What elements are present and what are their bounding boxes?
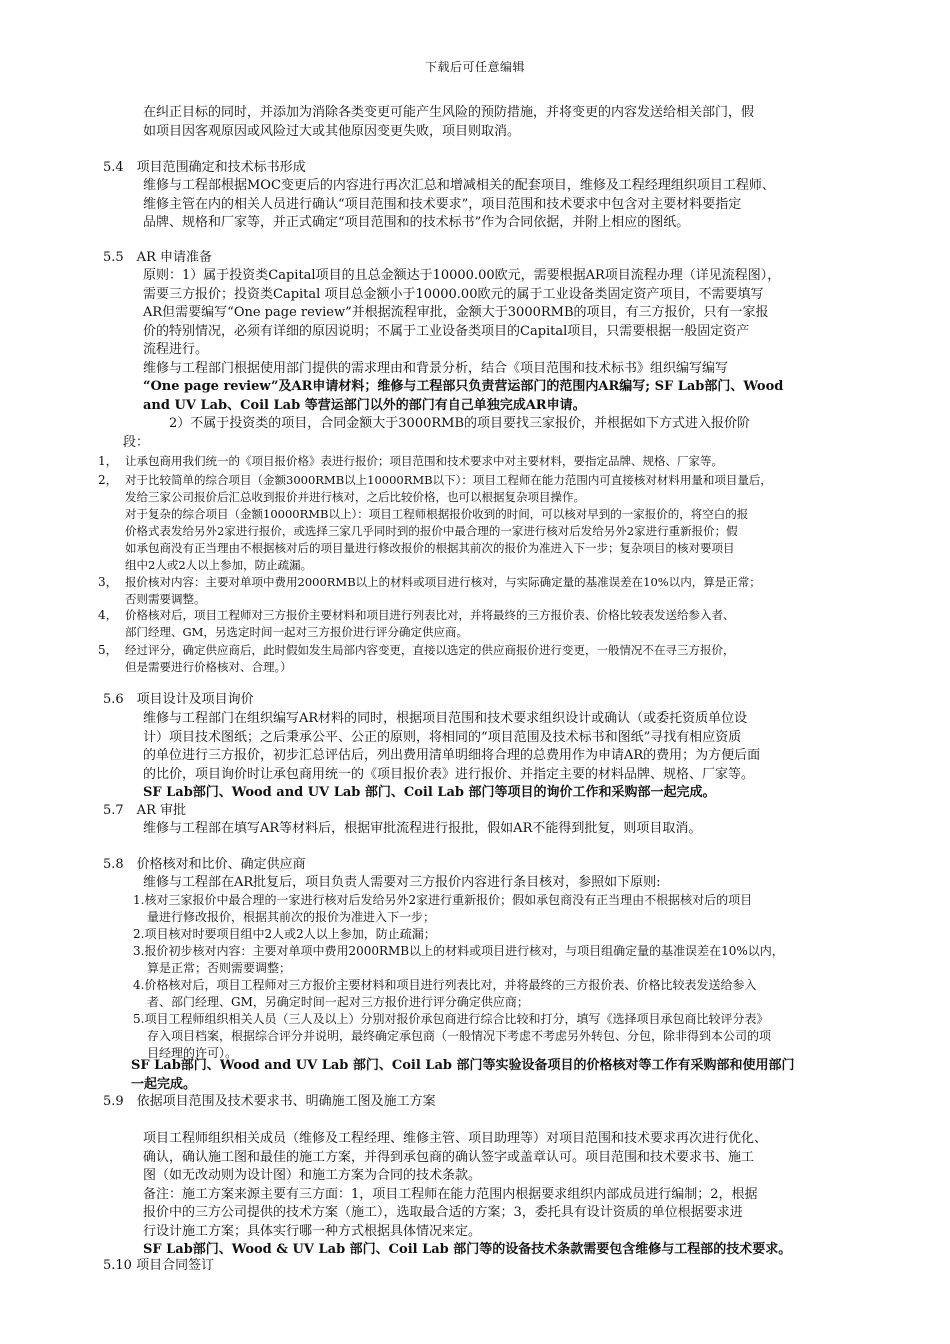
list-item: 2.项目核对时要项目组中2人或2人以上参加，防止疏漏； <box>133 927 436 941</box>
section-5-8-list <box>133 892 784 1062</box>
body-line: 价的特别情况，必须有详细的原因说明；不属于工业设备类项目的Capital项目，只需要根据一般固定资产 <box>143 323 750 339</box>
body-line: 图（如无改动则为设计图）和施工方案为合同的技术条款。 <box>143 1168 482 1183</box>
body-line: 计）项目技术图纸；之后秉承公平、公正的原则，将相同的“项目范围及技术标书和图纸”寻找有相应资质 <box>143 729 742 745</box>
list-item: 价格核对后，项目工程师对三方报价主要材料和项目进行列表比对，并将最终的三方报价表、价格比较表发送给参入者、 部门经理、GM，另选定时间一起对三方报价进行评分确定供应商。 <box>125 608 735 639</box>
list-item: 1.核对三家报价中最合理的一家进行核对后发给另外2家进行重新报价；假如承包商没有正当理由不根据核对后的项目 <box>133 893 753 907</box>
body-line: AR但需要编写“One page review”并根据流程审批，金额大于3000RMB的项目，有三方报价，只有一家报 <box>143 305 769 320</box>
section-5-8-heading: 5.8 价格核对和比价、确定供应商 <box>103 857 306 872</box>
section-5-8-bold-note: SF Lab部门、Wood and UV Lab 部门、Coil Lab 部门等实验设备项目的价格核对等工作有采购部和使用部门 一起完成。 <box>131 1058 795 1092</box>
section-5-8-intro: 维修与工程部在AR批复后，项目负责人需要对三方报价内容进行条目核对，参照如下原则: <box>143 875 661 890</box>
intro-line: 如项目因客观原因或风险过大或其他原因变更失败，项目则取消。 <box>143 123 521 139</box>
section-5-6-heading: 5.6 项目设计及项目询价 <box>103 692 254 707</box>
body-line: and UV Lab、Coil Lab 等营运部门以外的部门有自己单独完成AR申请。 <box>143 397 586 413</box>
section-5-4-heading: 5.4 项目范围确定和技术标书形成 <box>103 160 306 175</box>
section-5-7-heading: 5.7 AR 审批 <box>103 803 186 818</box>
list-item: 者、部门经理、GM，另确定时间一起对三方报价进行评分确定供应商； <box>147 995 529 1009</box>
list-item: 量进行修改报价，根据其前次的报价为准进入下一步； <box>147 910 436 924</box>
section-5-9-body <box>143 1130 791 1260</box>
body-line: 报价中的三方公司提供的技术方案（施工），选取最合适的方案；3，委托具有设计资质的单位根据要求进 <box>143 1205 743 1220</box>
body-line: 维修与工程部门在组织编写AR材料的同时，根据项目范围和技术要求组织设计或确认（或委托资质单位设 <box>143 711 748 726</box>
body-line: 维修与工程部门根据使用部门提供的需求理由和背景分析，结合《项目范围和技术标书》组织编写编写 <box>143 360 729 376</box>
page-header: 下载后可任意编辑 <box>424 60 525 74</box>
body-line: 行设计施工方案；具体实行哪一种方式根据具体情况来定。 <box>143 1223 482 1239</box>
section-5-7-body: 维修与工程部在填写AR等材料后，根据审批流程进行报批，假如AR不能得到批复，则项目取消。 <box>143 821 702 836</box>
list-item: 4.价格核对后，项目工程师对三方报价主要材料和项目进行列表比对，并将最终的三方报价表、价格比较表发送给参入 <box>133 978 757 992</box>
list-number: 2， <box>98 473 118 487</box>
section-5-5-body <box>143 267 783 434</box>
list-number: 4， <box>98 608 118 622</box>
list-item: 3.报价初步核对内容：主要对单项中费用2000RMB以上的材料或项目进行核对，与项目组确定量的基准误差在10%以内， <box>133 944 784 958</box>
intro-paragraph <box>143 104 754 141</box>
section-5-9-heading: 5.9 依据项目范围及技术要求书、明确施工图及施工方案 <box>103 1094 436 1109</box>
body-line: 的比价，项目询价时让承包商用统一的《项目报价表》进行报价、并指定主要的材料品牌、规格、厂家等。 <box>143 766 755 782</box>
body-line: 品牌、规格和厂家等，并正式确定“项目范围和的技术标书”作为合同依据，并附上相应的图纸。 <box>143 215 690 230</box>
list-item: 5.项目工程师组织相关人员（三人及以上）分别对报价承包商进行综合比较和打分，填写《选择项目承包商比较评分表》 <box>133 1012 769 1026</box>
list-item: 报价核对内容：主要对单项中费用2000RMB以上的材料或项目进行核对，与实际确定量的基准误差在10%以内，算是正常； 否则需要调整。 <box>125 575 761 606</box>
body-line: 确认，确认施工图和最佳的施工方案，并得到承包商的确认签字或盖章认可。项目范围和技术要求书、施工 <box>143 1149 755 1165</box>
list-item: 经过评分，确定供应商后，此时假如发生局部内容变更，直接以选定的供应商报价进行变更，一般情况不在寻三方报价， 但是需要进行价格核对、合理。） <box>125 643 735 674</box>
body-line: 原则：1）属于投资类Capital项目的且总金额达于10000.00欧元，需要根据AR项目流程办理（详见流程图）， <box>143 268 781 283</box>
bold-note: SF Lab部门、Wood and UV Lab 部门、Coil Lab 部门等项目的询价工作和采购部一起完成。 <box>143 785 716 800</box>
list-item: 目经理的许可）。 <box>147 1046 238 1060</box>
body-line: 流程进行。 <box>143 342 209 357</box>
body-line: 维修与工程部根据MOC变更后的内容进行再次汇总和增减相关的配套项目，维修及工程经理组织项目工程师、 <box>143 178 775 193</box>
body-line: 需要三方报价；投资类Capital 项目总金额小于10000.00欧元的属于工业设备类固定资产项目，不需要填写 <box>143 286 764 302</box>
section-5-5-tail: 段： <box>123 435 150 450</box>
body-line: 维修主管在内的相关人员进行确认“项目范围和技术要求”，项目范围和技术要求中包含对主要材料要指定 <box>143 196 742 212</box>
section-5-10-heading: 5.10 项目合同签订 <box>103 1258 215 1273</box>
list-number: 5， <box>98 643 118 657</box>
section-5-6-body <box>143 710 760 803</box>
section-5-4-body <box>143 177 775 233</box>
section-5-5-heading: 5.5 AR 申请准备 <box>103 250 212 265</box>
list-item: 对于比较简单的综合项目（金额3000RMB以上10000RMB以下）：项目工程师在能力范围内可直接核对材料用量和项目量后， 发给三家公司报价后汇总收到报价并进行核对，之后比较价格，也可以根据复杂项目操作。 对于复杂的综合项目（金额10000RMB以上）：项目工程师根据报价收到的时间，可以核对早到的一家报价的，将空白的报 价格式表发给另外2家进行报价，或选择三家几乎同时到的报价中最合理的一家进行核对后发给另外2家进行重新报价；假 如承包商没有正当理由不根据核对后的项目量进行修改报价的根据其前次的报价为准进入下一步；复杂项目的核对要项目 组中2人或2人以上参加，防止疏漏。 <box>125 473 772 572</box>
list-item: 存入项目档案，根据综合评分并说明，最终确定承包商（一般情况下考虑不考虑另外转包、分包，除非得到本公司的项 <box>147 1029 772 1043</box>
list-item: 让承包商用我们统一的《项目报价格》表进行报价；项目范围和技术要求中对主要材料，要指定品牌、规格、厂家等。 <box>125 454 723 468</box>
intro-line: 在纠正目标的同时，并添加为消除各类变更可能产生风险的预防措施，并将变更的内容发送给相关部门，假 <box>143 105 755 120</box>
list-number: 3， <box>98 575 118 589</box>
body-line: 的单位进行三方报价，初步汇总评估后，列出费用清单明细将合理的总费用作为申请AR的费用；为方便后面 <box>143 748 761 763</box>
list-item: 算是正常；否则需要调整； <box>147 961 292 975</box>
body-line: 项目工程师组织相关成员（维修及工程经理、维修主管、项目助理等）对项目范围和技术要求再次进行优化、 <box>143 1131 768 1146</box>
body-line: 2）不属于投资类的项目，合同金额大于3000RMB的项目要找三家报价，并根据如下方式进入报价阶 <box>143 416 751 431</box>
body-line: 备注：施工方案来源主要有三方面：1，项目工程师在能力范围内根据要求组织内部成员进行编制；2，根据 <box>143 1186 758 1202</box>
body-line: “One page review”及AR申请材料；维修与工程部只负责营运部门的范围内AR编写; SF Lab部门、Wood <box>143 379 784 394</box>
bold-note: SF Lab部门、Wood & UV Lab 部门、Coil Lab 部门等的设备技术条款需要包含维修与工程部的技术要求。 <box>143 1242 792 1257</box>
list-number: 1， <box>98 454 118 468</box>
